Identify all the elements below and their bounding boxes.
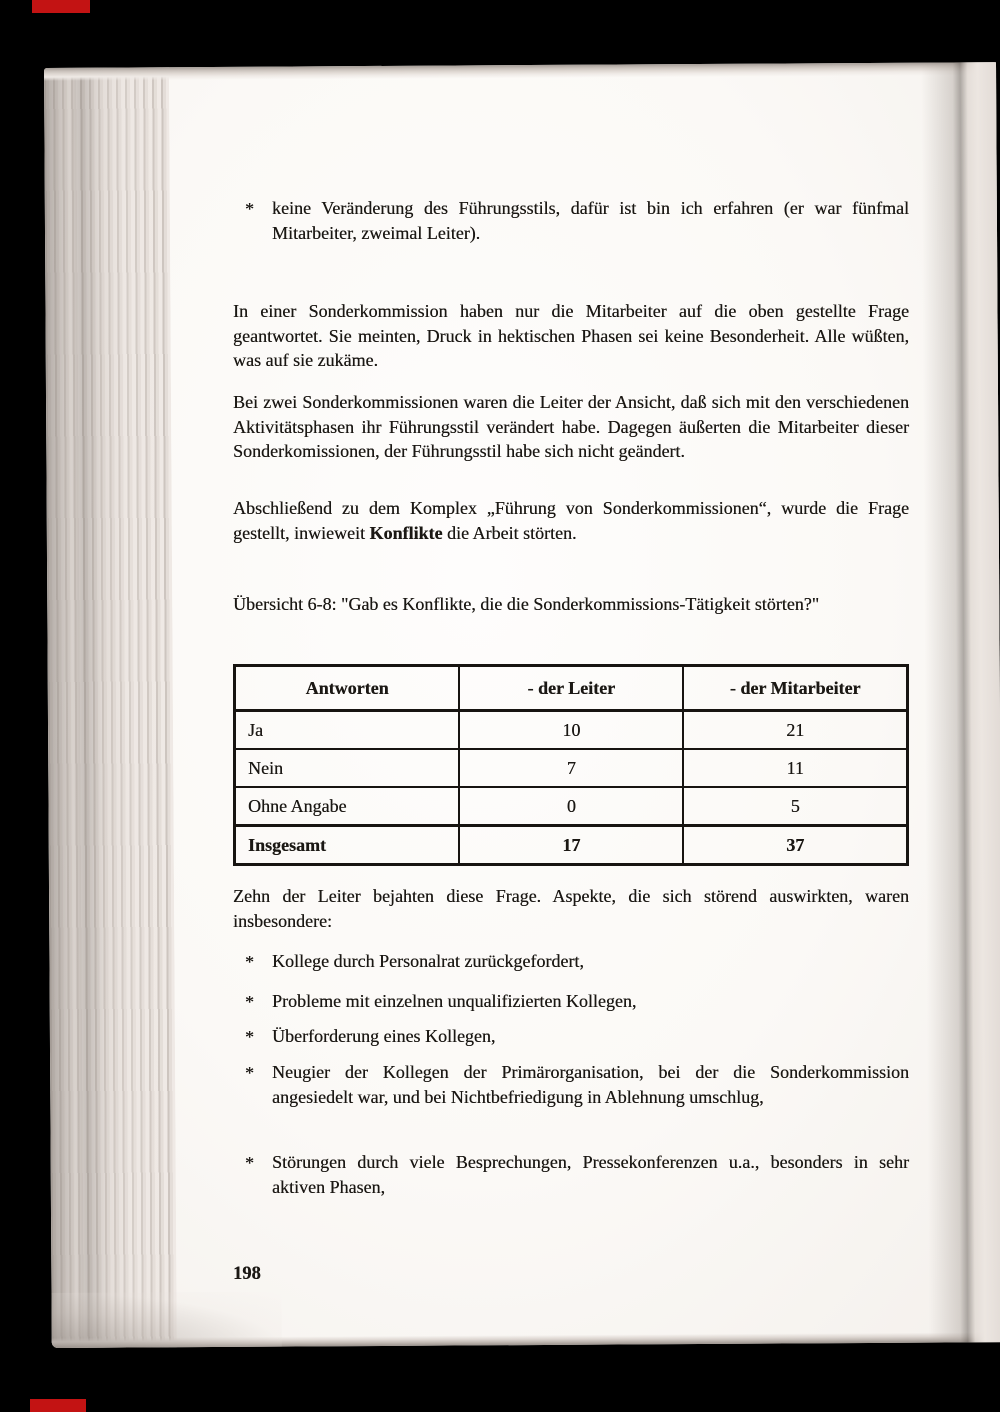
red-registration-mark-top [32,0,90,13]
row-label: Ja [235,711,460,750]
intro-bullet-text: keine Veränderung des Führungsstils, dafür ist bin ich erfahren (er war fünfmal Mitarbeiter, zweimal Leiter). [272,198,909,243]
asterisk-bullet-icon: * [245,992,254,1012]
bullet-item [233,989,909,1014]
bullet-text: Kollege durch Personalrat zurückgefordert, [272,951,584,971]
row-label: Nein [235,749,460,787]
cell-mitarbeiter-value: 5 [683,787,907,826]
konflikte-bold-text: Konflikte [369,522,443,543]
bullet-text: Neugier der Kollegen der Primärorganisation, bei der die Sonderkommission angesiedelt war, und bei Nichtbefriedigung in Ablehnung umschlug, [272,1062,909,1107]
cell-mitarbeiter-total: 37 [683,826,907,865]
bullet-text: Probleme mit einzelnen unqualifizierten Kollegen, [272,991,637,1011]
table-row-nein [235,749,908,787]
asterisk-bullet-icon: * [245,952,254,972]
row-label: Ohne Angabe [235,787,460,826]
page-number: 198 [233,1264,261,1284]
table-header-row [235,666,908,711]
asterisk-bullet-icon: * [245,199,254,219]
paragraph-zehn-der-leiter: Zehn der Leiter bejahten diese Frage. Aspekte, die sich störend auswirkten, waren insbesondere: [233,886,909,931]
paragraph-abschliessend-pre: Abschließend zu dem Komplex „Führung von Sonderkommissionen“, wurde die Frage gestellt, inwieweit [233,498,909,543]
row-label-total: Insgesamt [235,826,460,865]
asterisk-bullet-icon: * [245,1027,254,1047]
paragraph-abschliessend-post: die Arbeit störten. [442,522,577,543]
survey-results-table [233,664,909,866]
header-cell-antworten: Antworten [235,666,460,711]
bullet-item [233,1150,909,1199]
cell-leiter-value: 0 [459,787,683,826]
page-left-edge-texture [44,67,177,1348]
header-cell-mitarbeiter: - der Mitarbeiter [683,666,907,711]
cell-mitarbeiter-value: 21 [683,711,907,750]
cell-mitarbeiter-value: 11 [683,749,907,787]
intro-bullet-item [233,196,909,245]
table-caption: Übersicht 6-8: "Gab es Konflikte, die die Sonderkommissions-Tätigkeit störten?" [233,594,820,614]
table-row-ohne-angabe [235,787,908,826]
bullet-item [233,1060,909,1109]
paragraph-abschliessend [233,496,909,545]
cell-leiter-total: 17 [459,826,683,865]
table-header [235,666,908,711]
bullet-text: Überforderung eines Kollegen, [272,1026,496,1046]
cell-leiter-value: 10 [459,711,683,750]
cell-leiter-value: 7 [459,749,683,787]
header-cell-leiter: - der Leiter [459,666,683,711]
page-content [233,0,909,1412]
paragraph-zwei-sonderkommissionen: Bei zwei Sonderkommissionen waren die Leiter der Ansicht, daß sich mit den verschiedenen Aktivitätsphasen ihr Führungsstil verändert habe. Dagegen äußerten die Mitarbeiter dieser Sonderkomissionen, der Führungsstil habe sich nicht geändert. [233,392,909,461]
paragraph-sonderkommission: In einer Sonderkommission haben nur die Mitarbeiter auf die oben gestellte Frage geantwortet. Sie meinten, Druck in hektischen Phasen sei keine Besonderheit. Alle wüßten, was auf sie zukäme. [233,301,909,370]
page-gutter-shadow [921,62,1000,1342]
asterisk-bullet-icon: * [245,1153,254,1173]
asterisk-bullet-icon: * [245,1063,254,1083]
bullet-item [233,1024,909,1049]
table-body [235,711,908,865]
bullet-item [233,949,909,974]
table-row-ja [235,711,908,750]
table-row-insgesamt [235,826,908,865]
bullet-text: Störungen durch viele Besprechungen, Pressekonferenzen u.a., besonders in sehr aktiven Phasen, [272,1152,909,1197]
red-registration-mark-bottom [30,1399,86,1412]
